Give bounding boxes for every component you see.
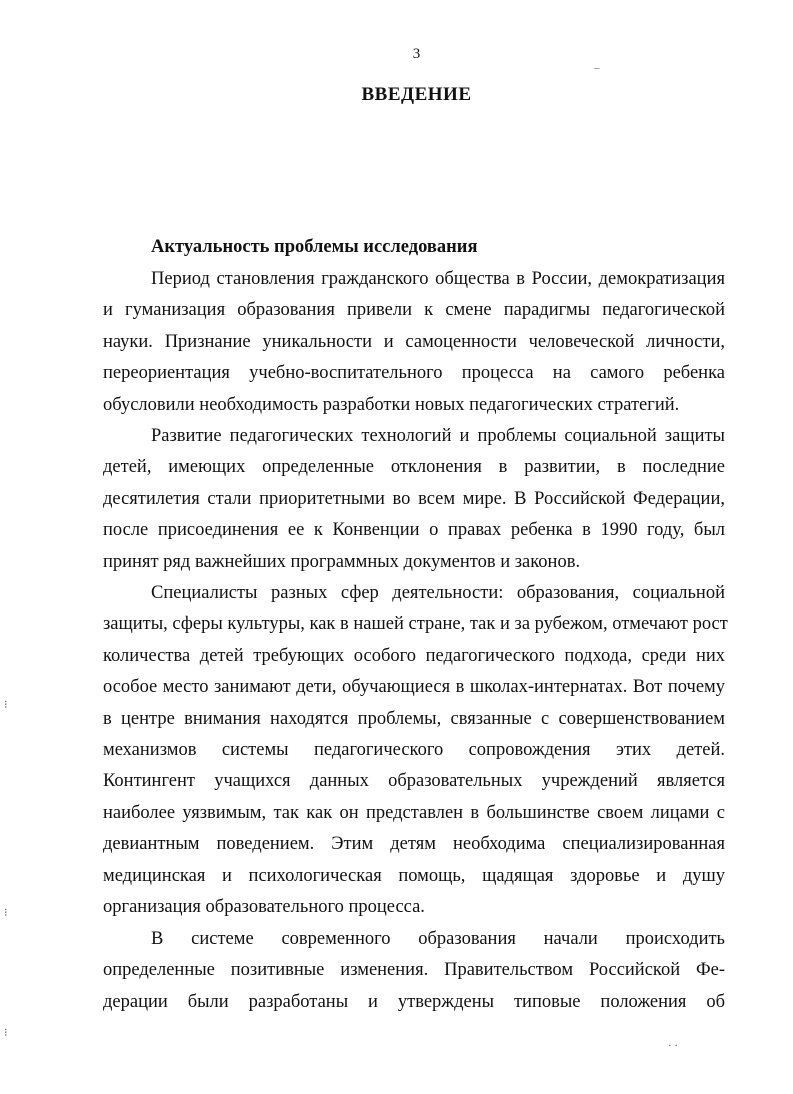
text-line: детей, имеющих определенные отклонения в развитии, в последние	[103, 457, 725, 478]
text-line: Период становления гражданского общества в России, демократизация	[151, 269, 725, 289]
scan-speck-mark: ⁝	[4, 1027, 8, 1039]
text-line: дерации были разработаны и утверждены типовые положения об	[103, 991, 725, 1012]
scan-speck-mark: ⁝	[4, 907, 8, 919]
text-line: определенные позитивные изменения. Правительством Российской Фе-	[103, 960, 725, 981]
paragraph-2	[103, 421, 725, 578]
text-line: науки. Признание уникальности и самоценности человеческой личности,	[103, 331, 725, 352]
page-number: 3	[412, 46, 421, 62]
text-line: Развитие педагогических технологий и проблемы социальной защиты	[151, 426, 725, 446]
text-line: наиболее уязвимым, так как он представлен в большинстве своем лицами с	[103, 802, 725, 823]
text-line: девиантным поведением. Этим детям необходима специализированная	[103, 834, 725, 855]
text-line: количества детей требующих особого педагогического подхода, среди них	[103, 645, 725, 666]
paragraph-4	[103, 924, 725, 1018]
scan-speck-mark: ‒	[594, 62, 600, 74]
paragraph-1	[103, 264, 725, 421]
text-line: десятилетия стали приоритетными во всем мире. В Российской Федерации,	[103, 488, 725, 509]
text-line: особое место занимают дети, обучающиеся в школах-интернатах. Вот почему	[103, 677, 725, 698]
text-line: после присоединения ее к Конвенции о правах ребенка в 1990 году, был	[103, 520, 725, 541]
text-line: обусловили необходимость разработки новых педагогических стратегий.	[103, 394, 680, 415]
text-line: переориентация учебно-воспитательного процесса на самого ребенка	[103, 363, 725, 384]
text-line: и гуманизация образования привели к смене парадигмы педагогической	[103, 300, 725, 321]
text-line: Специалисты разных сфер деятельности: образования, социальной	[151, 583, 725, 603]
scan-speck-mark: · ·	[668, 1040, 679, 1052]
text-line: защиты, сферы культуры, как в нашей стране, так и за рубежом, отмечают рост	[103, 614, 728, 635]
paragraph-3	[103, 578, 728, 923]
section-heading: Актуальность проблемы исследования	[151, 237, 478, 257]
text-line: В системе современного образования начали происходить	[151, 929, 725, 949]
text-line: Контингент учащихся данных образовательных учреждений является	[103, 771, 725, 792]
text-line: принят ряд важнейших программных документов и законов.	[103, 551, 581, 572]
scan-speck-mark: ⁝	[4, 699, 8, 711]
text-line: в центре внимания находятся проблемы, связанные с совершенствованием	[103, 708, 725, 729]
text-line: организация образовательного процесса.	[103, 896, 425, 917]
page-title: ВВЕДЕНИЕ	[361, 84, 472, 105]
text-line: медицинская и психологическая помощь, щадящая здоровье и душу	[103, 865, 725, 886]
text-line: механизмов системы педагогического сопровождения этих детей.	[103, 739, 725, 760]
